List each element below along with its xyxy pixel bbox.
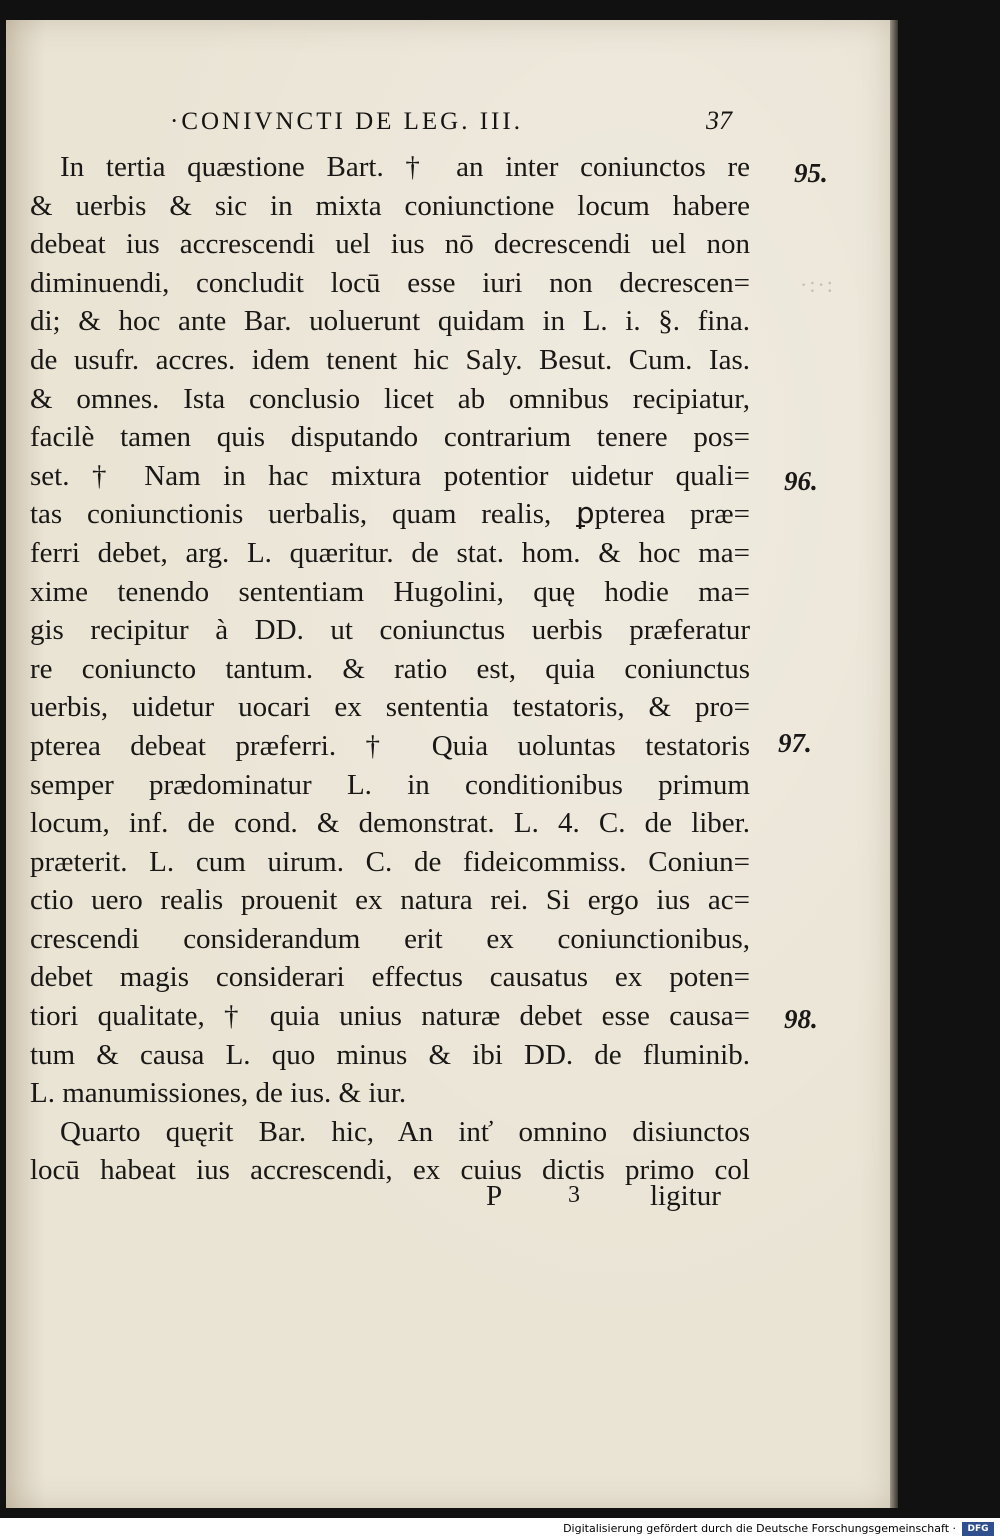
faint-margin-mark: ·:·: — [800, 272, 835, 297]
text-line: di; & hoc ante Bar. uoluerunt quidam in L. i. §. fina. — [30, 305, 750, 338]
page-number: 37 — [706, 106, 732, 135]
text-line: crescendi considerandum erit ex coniunctionibus, — [30, 922, 750, 955]
text-line: facilè tamen quis disputando contrarium tenere pos= — [30, 421, 750, 454]
catchword: ligitur — [650, 1180, 721, 1212]
text-line: uerbis, uidetur uocari ex sententia testatoris, & pro= — [30, 691, 750, 724]
margin-note: 97. — [778, 728, 812, 758]
margin-note: 95. — [794, 158, 828, 188]
text-line: Quarto quęrit Bar. hic, An inť omnino disiunctos — [60, 1115, 750, 1148]
text-line: ferri debet, arg. L. quæritur. de stat. hom. & hoc ma= — [30, 536, 750, 569]
body-text — [30, 148, 750, 1190]
text-line: In tertia quæstione Bart. † an inter coniunctos re — [60, 151, 750, 183]
footer-bar — [0, 1518, 1000, 1540]
text-line: diminuendi, concludit locū esse iuri non decrescen= — [30, 266, 750, 299]
text-line: locum, inf. de cond. & demonstrat. L. 4. C. de liber. — [30, 807, 750, 840]
text-line: ctio uero realis prouenit ex natura rei. Si ergo ius ac= — [30, 884, 750, 917]
text-line: tas coniunctionis uerbalis, quam realis, ꝑpterea præ= — [30, 498, 750, 531]
text-line: L. manumissiones, de ius. & iur. — [30, 1077, 407, 1110]
text-line: xime tenendo sententiam Hugolini, quę hodie ma= — [30, 575, 750, 608]
text-line: debeat ius accrescendi uel ius nō decrescendi uel non — [30, 228, 750, 261]
text-line: locū habeat ius accrescendi, ex cuius dictis primo col — [30, 1154, 750, 1187]
page-edge — [890, 20, 898, 1508]
dfg-logo-icon: DFG — [962, 1522, 994, 1536]
text-line: semper prædominatur L. in conditionibus primum — [30, 768, 750, 801]
text-line: debet magis considerari effectus causatus ex poten= — [30, 961, 750, 994]
text-line: præterit. L. cum uirum. C. de fideicommiss. Coniun= — [30, 845, 750, 878]
catchword-row — [30, 1180, 750, 1220]
text-line: re coniuncto tantum. & ratio est, quia coniunctus — [30, 652, 750, 685]
text-line: tiori qualitate, † quia unius naturæ debet esse causa= — [30, 1000, 750, 1033]
text-line: de usufr. accres. idem tenent hic Saly. Besut. Cum. Ias. — [30, 343, 750, 376]
text-line: set. † Nam in hac mixtura potentior uidetur quali= — [30, 459, 750, 492]
text-line: tum & causa L. quo minus & ibi DD. de fluminib. — [30, 1038, 750, 1071]
margin-note: 96. — [784, 466, 818, 496]
text-line: gis recipitur à DD. ut coniunctus uerbis præferatur — [30, 614, 750, 647]
text-line: & uerbis & sic in mixta coniunctione locum habere — [30, 189, 750, 222]
signature-mark: P — [486, 1180, 503, 1212]
text-line: & omnes. Ista conclusio licet ab omnibus recipiatur, — [30, 382, 750, 415]
running-head: ·CONIVNCTI DE LEG. III. — [170, 108, 523, 135]
funding-credit: Digitalisierung gefördert durch die Deutsche Forschungsgemeinschaft · — [563, 1522, 956, 1535]
margin-note: 98. — [784, 1004, 818, 1034]
text-line: pterea debeat præferri. † Quia uoluntas testatoris — [30, 729, 750, 762]
signature-number: 3 — [568, 1182, 580, 1208]
